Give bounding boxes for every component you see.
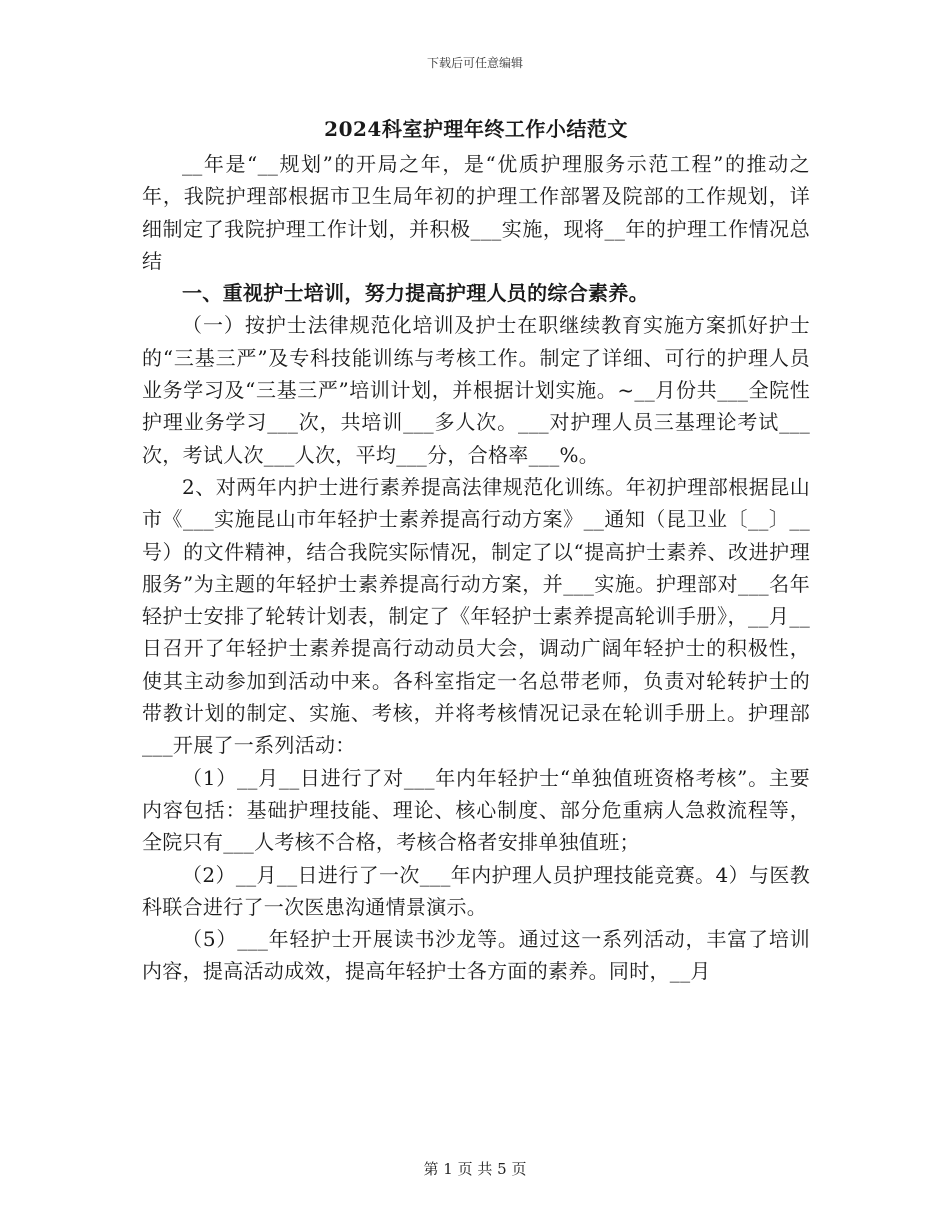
document-body (142, 114, 810, 988)
paragraph-activity-1: （1）__月__日进行了对___年内年轻护士“单独值班资格考核”。主要内容包括：基础护理技能、理论、核心制度、部分危重病人急救流程等，全院只有___人考核不合格，考核合格者安排单独值班； (142, 765, 810, 855)
section-heading-1: 一、重视护士培训，努力提高护理人员的综合素养。 (182, 281, 649, 306)
document-title: 2024科室护理年终工作小结范文 (324, 117, 628, 141)
page-indicator: 第 1 页 共 5 页 (423, 1160, 527, 1178)
header-note: 下载后可任意编辑 (426, 56, 523, 70)
paragraph-training-2: 2、对两年内护士进行素养提高法律规范化训练。年初护理部根据昆山市《___实施昆山市年轻护士素养提高行动方案》__通知（昆卫业〔__〕__号）的文件精神，结合我院实际情况，制定了以“提高护士素养、改进护理服务”为主题的年轻护士素养提高行动方案，并___实施。护理部对___名年轻护士安排了轮转计划表，制定了《年轻护士素养提高轮训手册》，__月__日召开了年轻护士素养提高行动动员大会，调动广阔年轻护士的积极性，使其主动参加到活动中来。各科室指定一名总带老师，负责对轮转护士的带教计划的制定、实施、考核，并将考核情况记录在轮训手册上。护理部___开展了一系列活动： (142, 474, 810, 758)
paragraph-activity-5: （5）___年轻护士开展读书沙龙等。通过这一系列活动，丰富了培训内容，提高活动成效，提高年轻护士各方面的素养。同时，__月 (142, 927, 810, 984)
paragraph-training-1: （一）按护士法律规范化培训及护士在职继续教育实施方案抓好护士的“三基三严”及专科技能训练与考核工作。制定了详细、可行的护理人员业务学习及“三基三严”培训计划，并根据计划实施。~__月份共___全院性护理业务学习___次，共培训___多人次。___对护理人员三基理论考试___次，考试人次___人次，平均___分，合格率___%。 (142, 313, 810, 467)
paragraph-activity-2: （2）__月__日进行了一次___年内护理人员护理技能竞赛。4）与医教科联合进行了一次医患沟通情景演示。 (142, 862, 810, 919)
paragraph-intro: __年是“__规划”的开局之年，是“优质护理服务示范工程”的推动之年，我院护理部根据市卫生局年初的护理工作部署及院部的工作规划，详细制定了我院护理工作计划，并积极___实施，现将__年的护理工作情况总结 (142, 152, 810, 273)
